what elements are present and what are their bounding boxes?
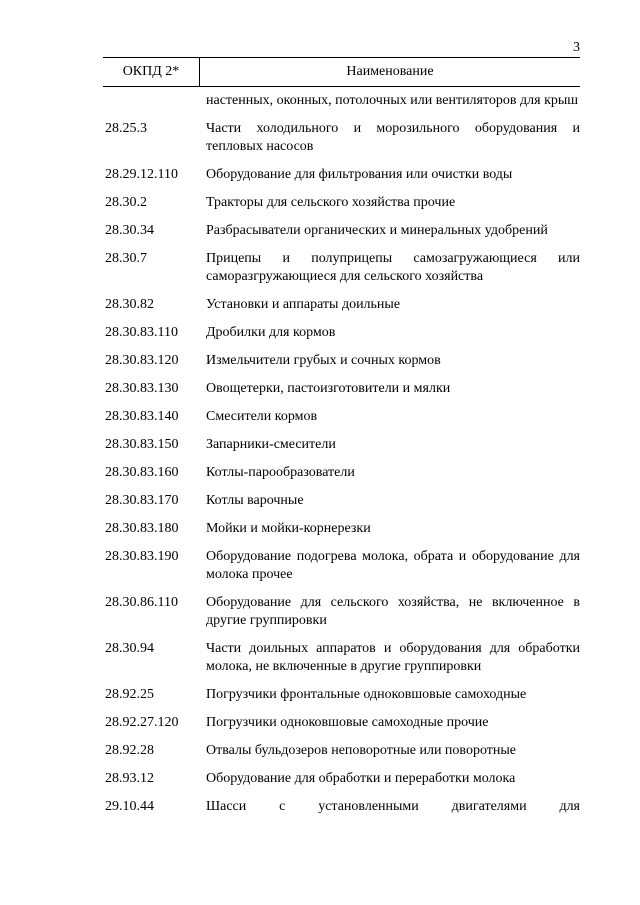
row-name: Погрузчики фронтальные одноковшовые самоходные (206, 687, 527, 702)
row-name: Смесители кормов (206, 409, 318, 424)
row-name: Отвалы бульдозеров неповоротные или поворотные (206, 743, 516, 758)
row-name: Установки и аппараты доильные (206, 297, 401, 312)
row-name: Котлы-парообразователи (206, 465, 355, 480)
row-code: 28.29.12.110 (105, 167, 178, 182)
row-code: 28.25.3 (105, 121, 147, 136)
header-code: ОКПД 2* (103, 58, 200, 86)
row-code: 28.30.34 (105, 223, 154, 238)
table-row (103, 594, 580, 630)
row-name: Котлы варочные (206, 493, 304, 508)
table-row (103, 770, 580, 788)
row-code: 28.30.94 (105, 641, 154, 656)
row-code: 28.30.83.150 (105, 437, 179, 452)
row-code: 28.30.83.130 (105, 381, 179, 396)
table-row (103, 742, 580, 760)
row-name: настенных, оконных, потолочных или вентиляторов для крыш (206, 93, 579, 108)
row-name: Части холодильного и морозильного оборудования и тепловых насосов (206, 121, 580, 154)
row-name: Погрузчики одноковшовые самоходные прочие (206, 715, 489, 730)
row-code: 28.30.2 (105, 195, 147, 210)
table-row (103, 92, 580, 110)
row-name: Оборудование для фильтрования или очистки воды (206, 167, 513, 182)
table-row (103, 548, 580, 584)
table-row (103, 120, 580, 156)
table-row (103, 408, 580, 426)
row-name: Части доильных аппаратов и оборудования для обработки молока, не включенные в другие группировки (206, 641, 580, 674)
row-name: Овощетерки, пастоизготовители и мялки (206, 381, 451, 396)
table-row (103, 166, 580, 184)
header-name: Наименование (346, 64, 434, 79)
row-name: Оборудование подогрева молока, обрата и оборудование для молока прочее (206, 549, 580, 582)
row-name: Оборудование для сельского хозяйства, не включенное в другие группировки (206, 595, 580, 628)
row-name: Разбрасыватели органических и минеральных удобрений (206, 223, 548, 238)
table-row (103, 520, 580, 538)
row-name: Дробилки для кормов (206, 325, 336, 340)
row-code: 28.30.83.170 (105, 493, 179, 508)
table-row (103, 250, 580, 286)
row-name: Тракторы для сельского хозяйства прочие (206, 195, 456, 210)
row-code: 28.92.27.120 (105, 715, 179, 730)
row-code: 28.30.83.140 (105, 409, 179, 424)
row-code: 28.30.83.120 (105, 353, 179, 368)
row-code: 28.30.82 (105, 297, 154, 312)
row-code: 28.92.25 (105, 687, 154, 702)
table-row (103, 324, 580, 342)
row-name: Измельчители грубых и сочных кормов (206, 353, 441, 368)
table-row (103, 714, 580, 732)
table-row (103, 492, 580, 510)
row-code: 28.92.28 (105, 743, 154, 758)
row-code: 28.30.83.110 (105, 325, 178, 340)
row-name: Оборудование для обработки и переработки молока (206, 771, 516, 786)
table-row (103, 194, 580, 212)
row-code: 28.30.86.110 (105, 595, 178, 610)
table-row (103, 686, 580, 704)
table-row (103, 352, 580, 370)
row-code: 28.30.83.190 (105, 549, 179, 564)
table-header (103, 57, 580, 87)
row-name: Прицепы и полуприцепы самозагружающиеся или саморазгружающиеся для сельского хозяйства (206, 251, 580, 284)
row-name: Мойки и мойки-корнерезки (206, 521, 371, 536)
row-code: 28.93.12 (105, 771, 154, 786)
row-code: 29.10.44 (105, 799, 154, 814)
table-row (103, 380, 580, 398)
row-code: 28.30.83.160 (105, 465, 179, 480)
table-row (103, 798, 580, 816)
table-row (103, 436, 580, 454)
table-row (103, 222, 580, 240)
row-name: Запарники-смесители (206, 437, 336, 452)
table-row (103, 296, 580, 314)
row-code: 28.30.83.180 (105, 521, 179, 536)
page-number: 3 (573, 40, 580, 55)
table-body (103, 92, 580, 826)
row-code: 28.30.7 (105, 251, 147, 266)
table-row (103, 640, 580, 676)
row-name: Шасси с установленными двигателями для (206, 799, 580, 814)
table-row (103, 464, 580, 482)
